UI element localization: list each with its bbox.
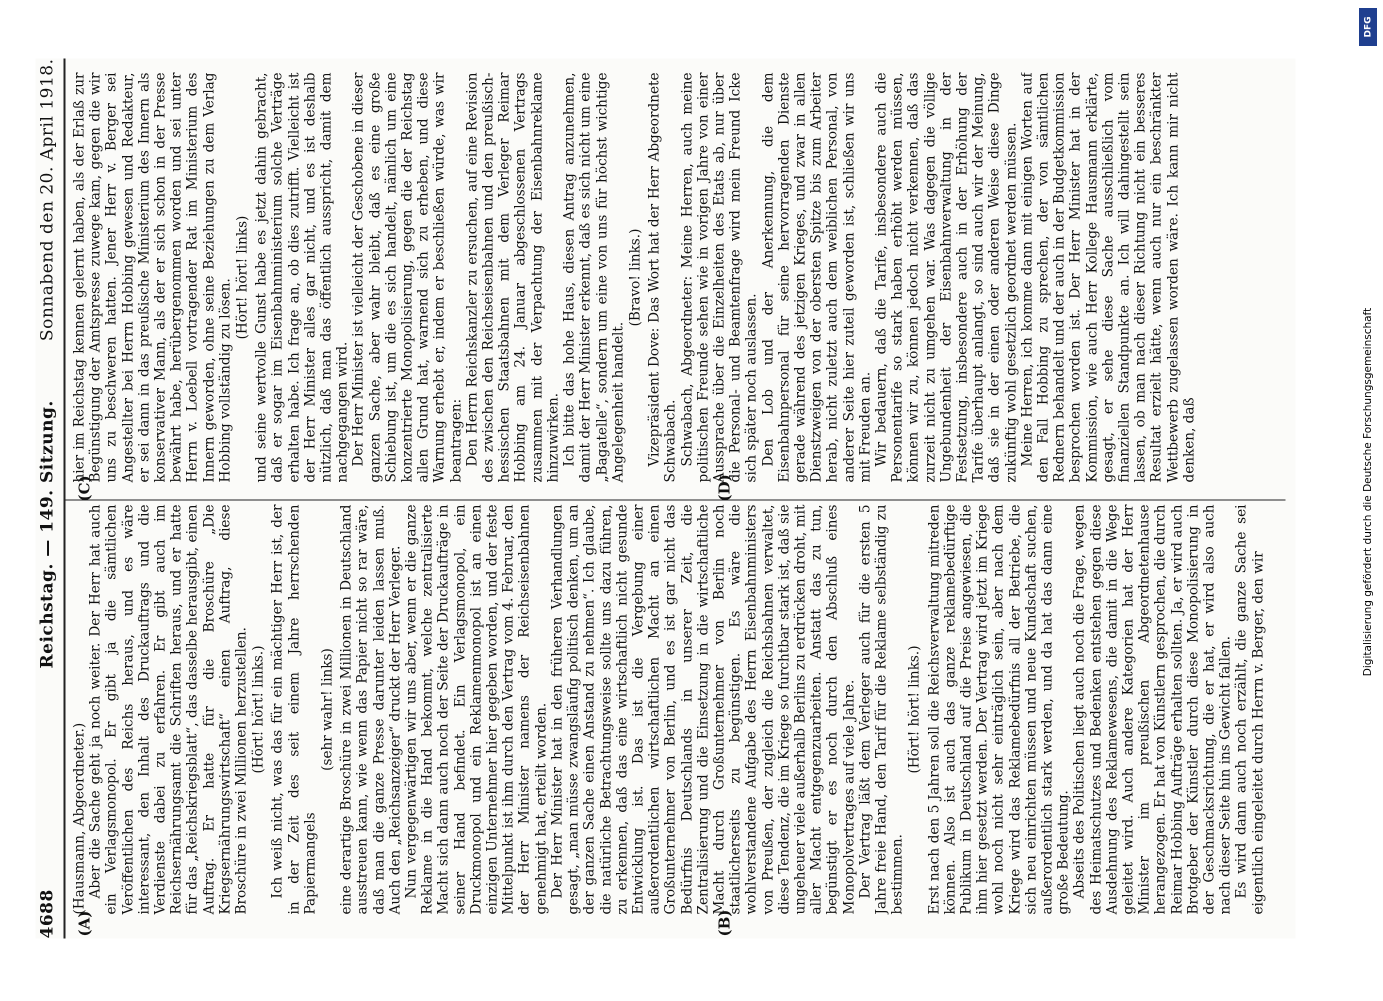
interjection: (Hört! hört! links.): [250, 645, 267, 774]
paragraph: und seine wertvolle Gunst habe es jetzt dahin gebracht, daß er sogar im Eisenbahnministerium solche Verträge erhalten habe. Ich frage an, ob dies zutrifft. Vielleicht ist der Herr Minister alles gar nicht, und es ist deshalb nützlich, daß man das öffentlich ausspricht, damit dem nachgegangen wird.: [253, 72, 351, 483]
paragraph: Den Herrn Reichskanzler zu ersuchen, auf eine Revision des zwischen den Reichseisenbahnen und den preußisch-hessischen Staatsbahnen mit dem Verleger Reimar Hobbing am 24. Januar abgeschlossenen Vertrags zusammen mit der Verpachtung der Eisenbahnreklame hinzuwirken.: [464, 72, 562, 483]
paragraph: Wir bedauern, daß die Tarife, insbesondere auch die Personentarife so stark haben erhöht werden müssen, können wir zu, können jedoch nicht verkennen, daß das zurzeit nicht zu umgehen war. Was dagegen die völlige Ungebundenheit der Eisenbahnverwaltung in der Festsetzung, insbesondere auch in der Erhöhung der Tarife überhaupt anlangt, so sind auch wir der Meinung, daß sie in der einen oder anderen Weise diese Dinge zukünftig wohl gesetzlich geordnet werden müssen.: [873, 72, 1020, 483]
paragraph: Ich weiß nicht, was das für ein mächtiger Herr ist, der in der Zeit des seit einem Jahre herrschenden Papiermangels: [269, 504, 319, 915]
paragraph: Nun vergegenwärtigen wir uns aber, wenn er die ganze Reklame in die Hand bekommt, welche zentralisierte Macht sich dann auch noch der Seite der Druckaufträge in seiner Hand befindet. Ein Verlagsmonopol, ein Druckmonopol und ein Reklamenmonopol ist an einen einzigen Unternehmer hier gegeben worden, und der feste Mittelpunkt ist ihm durch den Vertrag vom 4. Februar, den der Herr Minister namens der Reichseisenbahnen genehmigt hat, erteilt worden.: [403, 504, 550, 915]
margin-letter-b: (B): [715, 909, 734, 937]
interjection: (sehr wahr! links): [319, 648, 336, 771]
running-head: [36, 59, 62, 939]
dfg-credit: [1359, 52, 1377, 932]
dfg-logo-text: DFG: [1363, 16, 1374, 38]
paragraph: eine derartige Broschüre in zwei Millionen in Deutschland ausstreuen kann, wie wenn das Papier nicht so rar wäre, daß man die ganze Presse darunter leiden lassen muß. Auch den „Reichsanzeiger“ druckt der Herr Verleger.: [338, 504, 404, 915]
rotated-scanned-page: [0, 1, 1383, 1001]
dfg-sidebar: [1359, 8, 1377, 988]
interjection: (Hört! hört! links.): [906, 645, 923, 774]
newspaper-page: [36, 59, 1296, 939]
paragraph: Schwabach, Abgeordneter: Meine Herren, auch meine politischen Freunde sehen wie in vorigen Jahre von einer Aussprache über die Einzelheiten des Etats ab, nur über die Personal- und Beamtenfrage wird mein Freund Icke sich später noch auslassen.: [679, 72, 760, 483]
dfg-logo: [1359, 8, 1377, 46]
paragraph: Es wird dann auch noch erzählt, die ganze Sache sei eigentlich eingeleitet durch Herrn v. Berger, den wir: [1233, 504, 1267, 915]
paragraph: Der Herr Minister ist vielleicht der Geschobene in dieser ganzen Sache, aber wahr bleibt, daß es eine große Schiebung ist, um die es sich handelt, nämlich um eine konzentrierte Monopolisierung, gegen die der Reichstag allen Grund hat, warnend sich zu erheben, und diese Warnung erhebt er, indem er beschließen würde, was wir beantragen:: [350, 72, 465, 483]
margin-letter-a: (A): [75, 910, 94, 937]
right-text-column: [72, 73, 1287, 483]
interjection: (Bravo! links.): [627, 228, 644, 327]
interjection: (Hört! hört! links): [234, 215, 251, 340]
paragraph: Erst nach den 5 Jahren soll die Reichsverwaltung mitreden können. Also ist auch das ganze reklamebedürftige Publikum in Deutschland auf die Preise angewiesen, die ihm hier gesetzt werden. Der Vertrag wird jetzt im Kriege wohl noch nicht sehr einträglich sein, aber nach dem Kriege wird das Reklamebedürfnis all der Betriebe, die sich neu einrichten müssen und neue Kundschaft suchen, außerordentlich stark werden, und da hat das dann eine große Bedeutung.: [926, 504, 1072, 915]
paragraph: Ich bitte das hohe Haus, diesen Antrag anzunehmen, damit der Herr Minister erkennt, daß es sich nicht um eine „Bagatelle“, sondern um eine von uns für höchst wichtige Angelegenheit handelt.: [561, 72, 627, 483]
paragraph: Den Lob und der Anerkennung, die dem Eisenbahnpersonal für seine hervorragenden Dienste gerade während des jetzigen Krieges, und zwar in allen Dienstzweigen von der obersten Spitze bis zum Arbeiter herab, nicht zuletzt auch dem weiblichen Personal, von anderer Seite hier zuteil geworden ist, schließen wir uns mit Freuden an.: [760, 72, 874, 483]
paragraph: hier im Reichstag kennen gelernt haben, als der Erlaß zur Begünstigung der Amtspresse zuwege kam, gegen die wir uns zu beschweren hatten. Jener Herr v. Berger sei Angestellter bei Herrn Hobbing gewesen und Redakteur, er sei dann in das preußische Ministerium des Innern als konservativer Mann, als der er sich schon in der Presse bewährt habe, herübergenommen worden und sei unter Herrn v. Loebell vortragender Rat im Ministerium des Innern geworden, ohne seine Beziehungen zu dem Verlag Hobbing vollständig zu lösen.: [71, 72, 234, 483]
page-number: 4688: [37, 889, 58, 939]
paragraph: Der Herr Minister hat in den früheren Verhandlungen gesagt, „man müsse zwangsläufig politisch denken, um an der ganzen Sache einen Anstand zu nehmen“. Ich glaube, die natürliche Betrachtungsweise sollte uns dazu führen, zu erkennen, daß das eine wirtschaftlich nicht gesunde Entwicklung ist. Das ist die Vergebung einer außerordentlichen wirtschaftlichen Macht an einen Großunternehmer von Berlin, und es ist gar nicht das Bedürfnis Deutschlands in unserer Zeit, die Zentralisierung und die Einsetzung in die wirtschaftliche Macht durch Großunternehmer von Berlin noch staatlicherseits zu begünstigen. Es wäre die wohlverstandene Aufgabe des Herrn Eisenbahnministers von Preußen, der zugleich die Reichsbahnen verwaltet, diese Tendenz, die im Kriege so furchtbar stark ist, daß sie ungeheuer viele außerhalb Berlins zu erdrücken droht, mit aller Macht entgegenzuarbeiten. Anstatt das zu tun, begünstigt er es noch durch den Abschluß eines Monopolvertrages auf viele Jahre.: [549, 504, 858, 915]
paragraph: (Hausmann, Abgeordneter.): [71, 722, 88, 915]
dfg-credit-text: Digitalisierung gefördert durch die Deutsche Forschungsgemeinschaft: [1362, 307, 1374, 677]
left-text-column: [72, 505, 1287, 915]
paragraph: Der Vertrag läßt dem Verleger auch für die ersten 5 Jahre freie Hand, den Tarif für die Reklame selbständig zu bestimmen.: [857, 504, 906, 915]
margin-letter-d: (D): [715, 474, 734, 502]
paragraph: Meine Herren, ich komme dann mit einigen Worten auf den Fall Hobbing zu sprechen, der von sämtlichen Rednern behandelt und der auch in der Budgetkommission besprochen worden ist. Der Herr Minister hat in der Kommission, wie auch Herr Kollege Hausmann erklärte, gesagt, er sehe diese Sache ausschließlich vom finanziellen Standpunkte an. Ich will dahingestellt sein lassen, ob man nach dieser Richtung nicht ein besseres Resultat erzielt hätte, wenn auch nur ein beschränkter Wettbewerb zugelassen worden wäre. Ich kann mir nicht denken, daß: [1019, 72, 1198, 483]
session-date: Sonnabend den 20. April 1918.: [37, 58, 58, 342]
margin-letter-c: (C): [75, 475, 94, 502]
paragraph: Aber die Sache geht ja noch weiter. Der Herr hat auch ein Verlagsmonopol. Er gibt ja die sämtlichen Veröffentlichen des Reichs heraus, und es wäre interessant, den Inhalt des Druckauftrags und die Verdienste dabei zu erfahren. Er gibt auch im Reichsernährungsamt die Schriften heraus, und er hatte für das „Reichskriegsblatt“, das dasselbe herausgibt, einen Auftrag. Er hatte für die Broschüre „Die Kriegsernährungswirtschaft“ einen Auftrag, diese Broschüre in zwei Millionen herzustellen.: [87, 504, 250, 915]
column-rule: [66, 500, 1286, 501]
paragraph: Abseits des Politischen liegt auch noch die Frage, wegen des Heimatschutzes und Bedenken entstehen gegen diese Ausdehnung des Reklamewesens, die damit in die Wege geleitet wird. Auch andere Kategorien hat der Herr Minister im preußischen Abgeordnetenhause herangezogen. Er hat von Künstlern gesprochen, die durch Reimar Hobbing Aufträge erhalten sollten. Ja, er wird auch Brotgeber der Künstler durch diese Monopolisierung in der Geschmacksrichtung, die er hat, er wird also auch nach dieser Seite hin ins Gewicht fallen.: [1071, 504, 1234, 915]
header-rule: [64, 59, 66, 939]
session-title: Reichstag. — 149. Sitzung.: [37, 400, 58, 669]
paragraph: Vizepräsident Dove: Das Wort hat der Herr Abgeordnete Schwabach.: [646, 72, 679, 483]
